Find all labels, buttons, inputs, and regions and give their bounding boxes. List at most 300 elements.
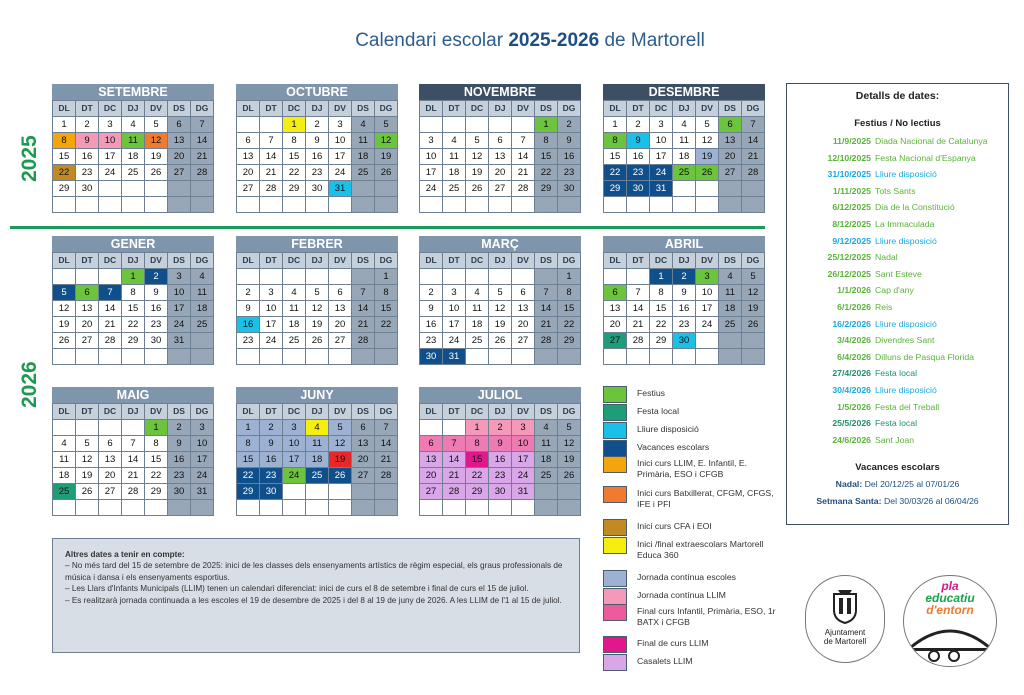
festiu-item (787, 432, 1008, 449)
day-cell: 2 (420, 285, 442, 300)
month-title: GENER (52, 236, 214, 252)
day-cell: 22 (558, 317, 580, 332)
empty-cell (420, 500, 442, 515)
day-cell: 15 (375, 301, 397, 316)
day-cell: 25 (443, 181, 465, 196)
legend-item (603, 636, 782, 653)
empty-cell (306, 484, 328, 499)
day-cell: 25 (352, 165, 374, 180)
day-cell: 4 (443, 133, 465, 148)
festiu-date: 6/4/2026 (837, 351, 871, 362)
day-cell: 24 (283, 468, 305, 483)
day-cell: 1 (283, 117, 305, 132)
day-cell: 14 (535, 301, 557, 316)
day-cell: 6 (512, 285, 534, 300)
empty-cell (443, 420, 465, 435)
empty-cell (99, 420, 121, 435)
day-cell: 15 (145, 452, 167, 467)
empty-cell (53, 197, 75, 212)
festiu-date: 1/11/2025 (832, 185, 871, 196)
day-cell: 7 (627, 285, 649, 300)
day-cell: 11 (466, 301, 488, 316)
empty-cell (260, 117, 282, 132)
day-cell: 28 (191, 165, 213, 180)
weekday-header: DV (696, 101, 718, 116)
weekday-header: DT (443, 404, 465, 419)
weekday-header: DJ (122, 404, 144, 419)
day-cell: 16 (558, 149, 580, 164)
legend-swatch (603, 570, 627, 587)
empty-cell (558, 197, 580, 212)
coat-of-arms-icon (830, 588, 860, 624)
legend-label: Inici /final extraescolars Martorell Educa 360 (637, 539, 764, 560)
month-title: ABRIL (603, 236, 765, 252)
weekday-header: DC (283, 101, 305, 116)
empty-cell (53, 500, 75, 515)
empty-cell (375, 333, 397, 348)
festiu-item (787, 183, 1008, 200)
empty-cell (76, 420, 98, 435)
ajuntament-logo (805, 575, 885, 663)
empty-cell (420, 197, 442, 212)
day-cell: 11 (719, 285, 741, 300)
weekday-header: DJ (306, 101, 328, 116)
empty-cell (558, 500, 580, 515)
day-cell: 31 (650, 181, 672, 196)
weekday-header: DS (352, 404, 374, 419)
empty-cell (53, 269, 75, 284)
day-cell: 22 (122, 317, 144, 332)
day-cell: 19 (558, 452, 580, 467)
weekday-header: DL (53, 253, 75, 268)
empty-cell (352, 181, 374, 196)
day-cell: 1 (558, 269, 580, 284)
empty-cell (512, 269, 534, 284)
day-cell: 23 (76, 165, 98, 180)
day-cell: 14 (122, 452, 144, 467)
empty-cell (145, 197, 167, 212)
day-cell: 11 (191, 285, 213, 300)
day-cell: 7 (122, 436, 144, 451)
festiu-name: Sant Joan (875, 434, 915, 445)
festiu-item (787, 133, 1008, 150)
weekday-header: DL (53, 101, 75, 116)
weekday-header: DC (99, 253, 121, 268)
weekday-header: DL (604, 101, 626, 116)
day-cell: 21 (512, 165, 534, 180)
empty-cell (283, 269, 305, 284)
empty-cell (237, 197, 259, 212)
empty-cell (329, 349, 351, 364)
weekday-header: DC (466, 253, 488, 268)
day-cell: 20 (352, 452, 374, 467)
day-cell: 22 (53, 165, 75, 180)
day-cell: 21 (122, 468, 144, 483)
day-cell: 4 (122, 117, 144, 132)
day-cell: 22 (466, 468, 488, 483)
festiu-name: Lliure disposició (875, 318, 937, 329)
empty-cell (352, 197, 374, 212)
empty-cell (420, 269, 442, 284)
month-grid (603, 252, 765, 365)
festiu-name: Festa local (875, 418, 918, 429)
legend-item (603, 654, 782, 671)
day-cell: 30 (76, 181, 98, 196)
legend-item (603, 604, 782, 628)
day-cell: 10 (168, 285, 190, 300)
day-cell: 16 (260, 452, 282, 467)
day-cell: 14 (627, 301, 649, 316)
empty-cell (122, 181, 144, 196)
day-cell: 8 (604, 133, 626, 148)
festiu-name: Cap d'any (875, 285, 914, 296)
festiu-date: 8/12/2025 (832, 218, 871, 229)
festiu-item (787, 199, 1008, 216)
festiu-date: 1/1/2026 (837, 285, 871, 296)
month-octubre (236, 84, 398, 213)
month-setembre (52, 84, 214, 213)
day-cell: 29 (535, 181, 557, 196)
day-cell: 9 (76, 133, 98, 148)
day-cell: 13 (604, 301, 626, 316)
day-cell: 18 (719, 301, 741, 316)
empty-cell (122, 197, 144, 212)
day-cell: 12 (489, 301, 511, 316)
day-cell: 16 (76, 149, 98, 164)
day-cell: 3 (283, 420, 305, 435)
day-cell: 26 (329, 468, 351, 483)
year-divider (10, 226, 765, 229)
weekday-header: DC (99, 404, 121, 419)
day-cell: 6 (604, 285, 626, 300)
legend-item (603, 537, 782, 561)
day-cell: 2 (145, 269, 167, 284)
festiu-name: Diada Nacional de Catalunya (875, 136, 988, 146)
day-cell: 19 (489, 317, 511, 332)
festiu-item (787, 150, 1008, 167)
weekday-header: DJ (673, 253, 695, 268)
empty-cell (99, 349, 121, 364)
weekday-header: DC (466, 101, 488, 116)
day-cell: 22 (604, 165, 626, 180)
day-cell: 13 (329, 301, 351, 316)
weekday-header: DT (443, 101, 465, 116)
weekday-header: DL (420, 101, 442, 116)
weekday-header: DV (329, 101, 351, 116)
day-cell: 26 (306, 333, 328, 348)
day-cell: 20 (329, 317, 351, 332)
day-cell: 21 (627, 317, 649, 332)
day-cell: 27 (604, 333, 626, 348)
day-cell: 26 (558, 468, 580, 483)
day-cell: 8 (122, 285, 144, 300)
day-cell: 12 (329, 436, 351, 451)
day-cell: 12 (76, 452, 98, 467)
festiu-name: Tots Sants (875, 185, 916, 196)
empty-cell (191, 500, 213, 515)
day-cell: 28 (627, 333, 649, 348)
month-abril (603, 236, 765, 365)
day-cell: 4 (673, 117, 695, 132)
festiu-item (787, 282, 1008, 299)
day-cell: 21 (375, 452, 397, 467)
day-cell: 2 (237, 285, 259, 300)
day-cell: 13 (719, 133, 741, 148)
day-cell: 8 (650, 285, 672, 300)
weekday-header: DJ (489, 101, 511, 116)
empty-cell (375, 349, 397, 364)
day-cell: 30 (489, 484, 511, 499)
day-cell: 5 (466, 133, 488, 148)
day-cell: 22 (283, 165, 305, 180)
weekday-header: DS (168, 253, 190, 268)
legend-item (603, 386, 782, 403)
month-grid (52, 100, 214, 213)
empty-cell (283, 349, 305, 364)
month-title: NOVEMBRE (419, 84, 581, 100)
day-cell: 18 (673, 149, 695, 164)
day-cell: 15 (650, 301, 672, 316)
ajuntament-text-2: de Martorell (823, 637, 867, 646)
day-cell: 12 (742, 285, 764, 300)
weekday-header: DS (535, 404, 557, 419)
empty-cell (535, 484, 557, 499)
weekday-header: DT (260, 101, 282, 116)
festiu-item (787, 233, 1008, 250)
festiu-item (787, 382, 1008, 399)
day-cell: 9 (260, 436, 282, 451)
festiu-date: 30/4/2026 (832, 384, 871, 395)
weekday-header: DG (558, 253, 580, 268)
day-cell: 12 (558, 436, 580, 451)
day-cell: 19 (375, 149, 397, 164)
empty-cell (53, 349, 75, 364)
day-cell: 8 (375, 285, 397, 300)
day-cell: 13 (237, 149, 259, 164)
day-cell: 27 (168, 165, 190, 180)
empty-cell (168, 197, 190, 212)
day-cell: 29 (558, 333, 580, 348)
day-cell: 27 (489, 181, 511, 196)
empty-cell (260, 500, 282, 515)
empty-cell (742, 197, 764, 212)
day-cell: 18 (535, 452, 557, 467)
day-cell: 24 (443, 333, 465, 348)
weekday-header: DV (512, 404, 534, 419)
empty-cell (627, 269, 649, 284)
empty-cell (76, 269, 98, 284)
day-cell: 29 (53, 181, 75, 196)
day-cell: 1 (145, 420, 167, 435)
notes-lines (65, 560, 567, 606)
day-cell: 1 (53, 117, 75, 132)
day-cell: 30 (260, 484, 282, 499)
day-cell: 27 (237, 181, 259, 196)
empty-cell (329, 197, 351, 212)
day-cell: 27 (99, 484, 121, 499)
weekday-header: DG (375, 101, 397, 116)
weekday-header: DC (466, 404, 488, 419)
empty-cell (260, 349, 282, 364)
day-cell: 31 (168, 333, 190, 348)
weekday-header: DJ (306, 404, 328, 419)
day-cell: 13 (512, 301, 534, 316)
day-cell: 29 (466, 484, 488, 499)
festiu-name: Festa local (875, 368, 918, 379)
legend-label: Inici curs LLIM, E. Infantil, E. Primària, ESO i CFGB (637, 458, 748, 479)
day-cell: 30 (145, 333, 167, 348)
weekday-header: DG (375, 404, 397, 419)
day-cell: 23 (489, 468, 511, 483)
day-cell: 20 (420, 468, 442, 483)
day-cell: 20 (237, 165, 259, 180)
empty-cell (168, 181, 190, 196)
day-cell: 7 (260, 133, 282, 148)
weekday-header: DT (260, 253, 282, 268)
empty-cell (489, 197, 511, 212)
day-cell: 8 (53, 133, 75, 148)
empty-cell (604, 349, 626, 364)
day-cell: 15 (558, 301, 580, 316)
weekday-header: DG (558, 101, 580, 116)
day-cell: 11 (306, 436, 328, 451)
day-cell: 18 (466, 317, 488, 332)
empty-cell (306, 500, 328, 515)
month-title: OCTUBRE (236, 84, 398, 100)
date-details-panel (786, 83, 1009, 525)
day-cell: 18 (306, 452, 328, 467)
day-cell: 24 (99, 165, 121, 180)
day-cell: 19 (742, 301, 764, 316)
day-cell: 15 (53, 149, 75, 164)
day-cell: 24 (420, 181, 442, 196)
legend-item (603, 440, 782, 457)
empty-cell (535, 269, 557, 284)
day-cell: 15 (466, 452, 488, 467)
day-cell: 4 (306, 420, 328, 435)
empty-cell (191, 181, 213, 196)
day-cell: 31 (329, 181, 351, 196)
empty-cell (673, 349, 695, 364)
day-cell: 6 (420, 436, 442, 451)
festiu-name: Festa Nacional d'Espanya (875, 152, 976, 163)
empty-cell (260, 269, 282, 284)
day-cell: 27 (352, 468, 374, 483)
day-cell: 23 (306, 165, 328, 180)
empty-cell (329, 269, 351, 284)
empty-cell (237, 500, 259, 515)
legend-item (603, 588, 782, 605)
day-cell: 13 (99, 452, 121, 467)
day-cell: 11 (122, 133, 144, 148)
day-cell: 29 (650, 333, 672, 348)
weekday-header: DG (191, 101, 213, 116)
day-cell: 17 (99, 149, 121, 164)
month-grid (419, 100, 581, 213)
day-cell: 24 (191, 468, 213, 483)
day-cell: 28 (352, 333, 374, 348)
empty-cell (650, 197, 672, 212)
day-cell: 8 (535, 133, 557, 148)
empty-cell (558, 484, 580, 499)
festiu-item (787, 266, 1008, 283)
day-cell: 18 (191, 301, 213, 316)
weekday-header: DS (535, 101, 557, 116)
day-cell: 28 (512, 181, 534, 196)
day-cell: 7 (352, 285, 374, 300)
day-cell: 22 (145, 468, 167, 483)
festiu-name: Festa del Treball (875, 401, 940, 412)
festius-list (787, 133, 1008, 448)
empty-cell (76, 349, 98, 364)
empty-cell (489, 349, 511, 364)
day-cell: 21 (260, 165, 282, 180)
empty-cell (742, 181, 764, 196)
day-cell: 10 (191, 436, 213, 451)
weekday-header: DL (420, 253, 442, 268)
day-cell: 4 (466, 285, 488, 300)
month-grid (236, 403, 398, 516)
day-cell: 6 (719, 117, 741, 132)
day-cell: 29 (145, 484, 167, 499)
weekday-header: DL (237, 253, 259, 268)
empty-cell (627, 197, 649, 212)
day-cell: 10 (420, 149, 442, 164)
legend-label: Lliure disposició (637, 424, 699, 434)
day-cell: 9 (627, 133, 649, 148)
day-cell: 14 (375, 436, 397, 451)
month-juny (236, 387, 398, 516)
legend-swatch (603, 440, 627, 457)
month-title: JULIOL (419, 387, 581, 403)
weekday-header: DV (145, 404, 167, 419)
day-cell: 25 (122, 165, 144, 180)
empty-cell (99, 269, 121, 284)
day-cell: 6 (489, 133, 511, 148)
empty-cell (352, 269, 374, 284)
day-cell: 3 (329, 117, 351, 132)
day-cell: 3 (650, 117, 672, 132)
empty-cell (145, 181, 167, 196)
day-cell: 7 (191, 117, 213, 132)
day-cell: 20 (512, 317, 534, 332)
legend-label: Final de curs LLIM (637, 638, 709, 648)
day-cell: 9 (237, 301, 259, 316)
weekday-header: DC (283, 404, 305, 419)
weekday-header: DG (191, 404, 213, 419)
month-title: MARÇ (419, 236, 581, 252)
day-cell: 30 (168, 484, 190, 499)
weekday-header: DV (145, 253, 167, 268)
festiu-date: 1/5/2026 (837, 401, 871, 412)
day-cell: 25 (283, 333, 305, 348)
month-grid (419, 403, 581, 516)
empty-cell (122, 349, 144, 364)
legend-item (603, 422, 782, 439)
day-cell: 27 (512, 333, 534, 348)
day-cell: 8 (145, 436, 167, 451)
empty-cell (696, 349, 718, 364)
day-cell: 9 (306, 133, 328, 148)
day-cell: 3 (191, 420, 213, 435)
day-cell: 21 (443, 468, 465, 483)
weekday-header: DJ (489, 253, 511, 268)
day-cell: 12 (145, 133, 167, 148)
month-maig (52, 387, 214, 516)
empty-cell (329, 484, 351, 499)
empty-cell (558, 349, 580, 364)
month-novembre (419, 84, 581, 213)
